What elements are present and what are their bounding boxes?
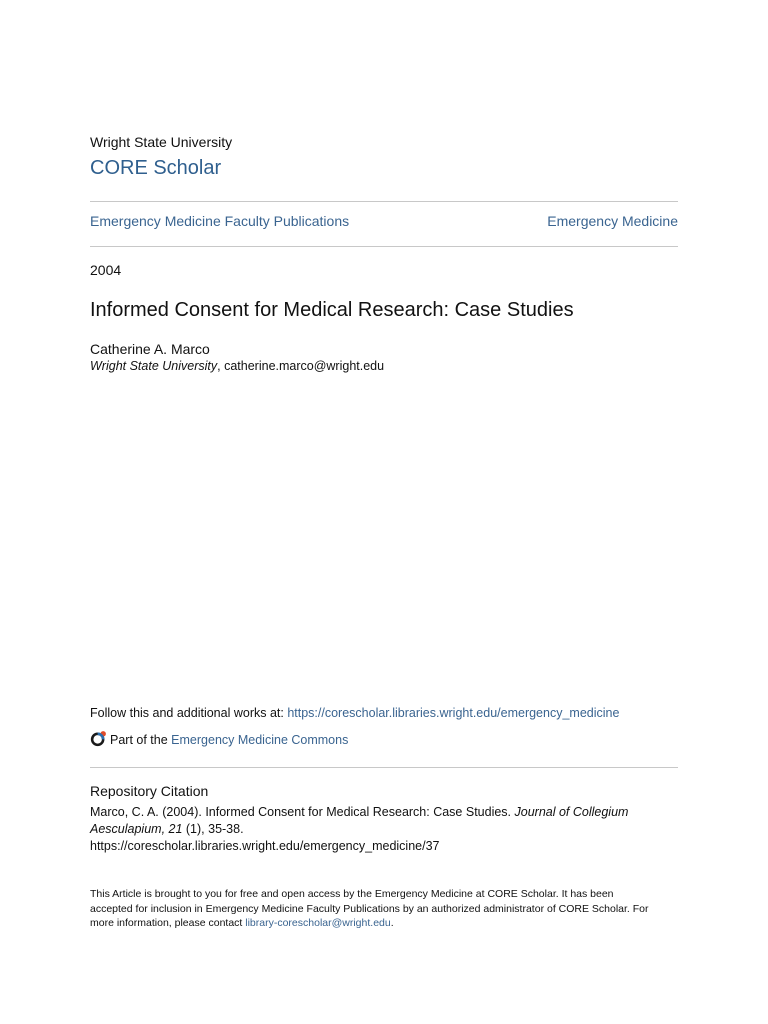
divider: [90, 246, 678, 247]
department-link[interactable]: Emergency Medicine: [547, 213, 678, 229]
author-email: catherine.marco@wright.edu: [224, 359, 385, 373]
affiliation-name: Wright State University: [90, 359, 218, 373]
access-notice: [90, 887, 650, 931]
citation-heading: Repository Citation: [90, 783, 209, 799]
publication-year: 2004: [90, 262, 122, 278]
affiliation-separator: ,: [217, 359, 221, 373]
cover-page: [90, 0, 678, 1024]
access-notice-text: This Article is brought to you for free and open access by the Emergency Medicine at CORE Scholar. It has been accepted for inclusion in Emergency Medicine Faculty Publications by an authorized administrator of CORE Scholar. For more information, please contact: [90, 888, 649, 929]
citation-url: https://corescholar.libraries.wright.edu/emergency_medicine/37: [90, 839, 440, 853]
commons-link[interactable]: Emergency Medicine Commons: [171, 732, 349, 747]
collection-link[interactable]: Emergency Medicine Faculty Publications: [90, 213, 350, 229]
divider: [90, 201, 678, 202]
part-of-label: Part of the: [110, 732, 168, 747]
repository-link[interactable]: CORE Scholar: [90, 157, 222, 179]
article-title: Informed Consent for Medical Research: Case Studies: [90, 299, 574, 321]
citation-pages: (1), 35-38.: [182, 822, 244, 836]
citation-text: [90, 804, 678, 855]
author-affiliation: [90, 359, 384, 373]
part-of-line: [90, 731, 348, 748]
follow-link[interactable]: https://corescholar.libraries.wright.edu/emergency_medicine: [287, 706, 620, 720]
citation-journal: Journal of Collegium Aesculapium, 21: [90, 805, 629, 836]
follow-label: Follow this and additional works at:: [90, 706, 288, 720]
institution-name: Wright State University: [90, 134, 233, 150]
author-name: Catherine A. Marco: [90, 341, 210, 357]
network-icon: [90, 730, 107, 747]
access-notice-end: .: [390, 917, 394, 929]
breadcrumb: [90, 213, 678, 229]
contact-email-link[interactable]: library-corescholar@wright.edu: [245, 917, 391, 929]
citation-plain: Marco, C. A. (2004). Informed Consent for Medical Research: Case Studies.: [90, 805, 515, 819]
follow-line: [90, 706, 619, 720]
divider: [90, 767, 678, 768]
